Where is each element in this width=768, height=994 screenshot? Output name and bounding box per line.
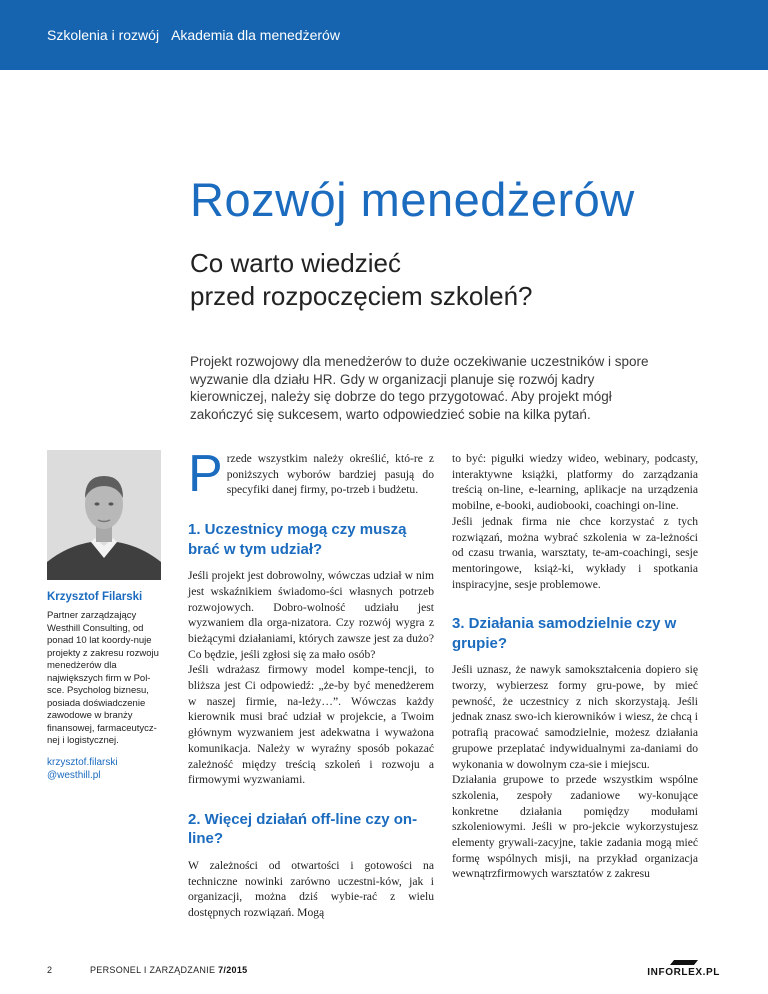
section-2-heading: 2. Więcej działań off-line czy on-line? [188,810,418,848]
lead-paragraph: Projekt rozwojowy dla menedżerów to duże oczekiwanie uczestników i spore wyzwanie dla działu HR. Gdy w organizacji planuje się rozwój kadry kierowniczej, należy się dobrze do tego przygotować. Aby projekt mógł zakończyć się sukcesem, warto odpowiedzieć sobie na kilka pytań. [190,354,649,422]
subtitle-line-2: przed rozpoczęciem szkoleń? [190,281,533,311]
author-email[interactable] [47,756,161,782]
publisher-logo-icon [670,960,698,965]
magazine-title: PERSONEL I ZARZĄDZANIE [90,965,216,975]
author-portrait-icon [47,450,161,580]
breadcrumb [47,27,340,43]
author-box [47,591,161,782]
author-name: Krzysztof Filarski [47,591,143,603]
section-2-paragraph-1: W zależności od otwartości i gotowości na techniczne nowinki zarówno uczestni-ków, jak i organizacji, można dziś wybie-rać z wielu dostępnych rozwiązań. Mogą [188,858,434,920]
section-label[interactable]: Szkolenia i rozwój [47,27,160,43]
intro-paragraph [188,445,434,503]
section-3-paragraph-1: Jeśli uznasz, że nawyk samokształcenia dopiero się tworzy, wybierzesz formy gru-powe, by mieć pewność, że uczestnicy z nich skorzystają. Jeśli jednak znasz swo-ich kierowników i wiesz, że chcą i potrafią pracować samodzielnie, możesz działania grupowe przeplatać indywidualnymi za-daniami do wykonania w dowolnym cza-sie i miejscu. [452,663,698,771]
subtitle-line-1: Co warto wiedzieć [190,248,401,278]
section-3-heading: 3. Działania samodzielnie czy w grupie? [452,615,677,652]
section-3-paragraph-2: Działania grupowe to przede wszystkim wspólne szkolenia, zespoły zadaniowe wy-konujące konkretne działania pomiędzy modułami szkoleniowymi. Jeśli w pro-jekcie wykorzystujesz elementy grywali-zacyjne, takie zadania mogą mieć formę wspólnych misji, na przykład organizacja wewnątrzfirmowych warsztatów z zakresu [452,773,698,881]
author-email-line-1[interactable]: krzysztof.filarski [47,756,118,768]
drop-cap: P [188,445,223,503]
article-column-2 [452,451,698,882]
publisher-logo[interactable] [647,960,720,978]
section-1-heading: 1. Uczestnicy mogą czy muszą brać w tym udział? [188,521,407,558]
section-1-paragraph-2: Jeśli wdrażasz firmowy model kompe-tencji, to bliższa jest Ci odpowiedź: „że-by być menedżerem w naszej firmie, na-leży…”. Wówczas każdy kierownik musi brać udział w projekcie, a Twoim głównym wyzwaniem jest adekwatna i wyważona komunikacja. Należy w wyraźny sposób pokazać zależność między treścią szkoleń i rozwoju a firmowymi wyzwaniami. [188,663,434,787]
author-email-line-2[interactable]: @westhill.pl [47,769,101,781]
magazine-issue: 7/2015 [218,965,248,975]
intro-text: rzede wszystkim należy określić, któ-re z poniższych wyborów bardziej pasują do specyfiki danej firmy, po-trzeb i budżetu. [226,452,434,497]
subsection-label[interactable]: Akademia dla menedżerów [171,27,340,43]
header-bar [0,0,768,70]
page-number: 2 [47,965,53,975]
column-2-paragraph-2: Jeśli jednak firma nie chce korzystać z tych rozwiązań, można wybrać szkolenia w za-leżności od czasu trwania, warsztaty, te-am-coachingi, sesje mentoringowe, książ-ki, wykłady i spotkania inspiracyjne, sesje problemowe. [452,514,698,591]
author-photo [47,450,161,580]
article-column-1 [188,445,434,921]
column-2-paragraph-1: to być: pigułki wiedzy wideo, webinary, podcasty, interaktywne książki, platformy do zarządzania treścią on-line, e-learning, aplikacje na urządzenia mobilne, e-booki, audiobooki, coachingi on-line. [452,452,698,513]
page-title: Rozwój menedżerów [190,173,635,226]
section-1-paragraph-1: Jeśli projekt jest dobrowolny, wówczas udział w nim jest wskaźnikiem świadomo-ści własnych potrzeb rozwojowych. Dobro-wolność udziału jest wyzwaniem dla orga-nizatora. Czy rozwój wygra z bieżącymi działaniami, których zawsze jest za dużo? Co będzie, jeśli zgłosi się za mało osób? [188,569,434,661]
magazine-name [90,965,247,975]
author-bio: Partner zarządzający Westhill Consulting, od ponad 10 lat koordy-nuje projekty z zakresu rozwoju menedżerów dla największych firm w Pol-sce. Psycholog biznesu, posiada doświadczenie zawodowe w branży finansowej, farmaceutycz-nej i logistycznej. [47,610,159,746]
page-subtitle [190,247,710,313]
publisher-name: INFORLEX.PL [647,967,720,978]
